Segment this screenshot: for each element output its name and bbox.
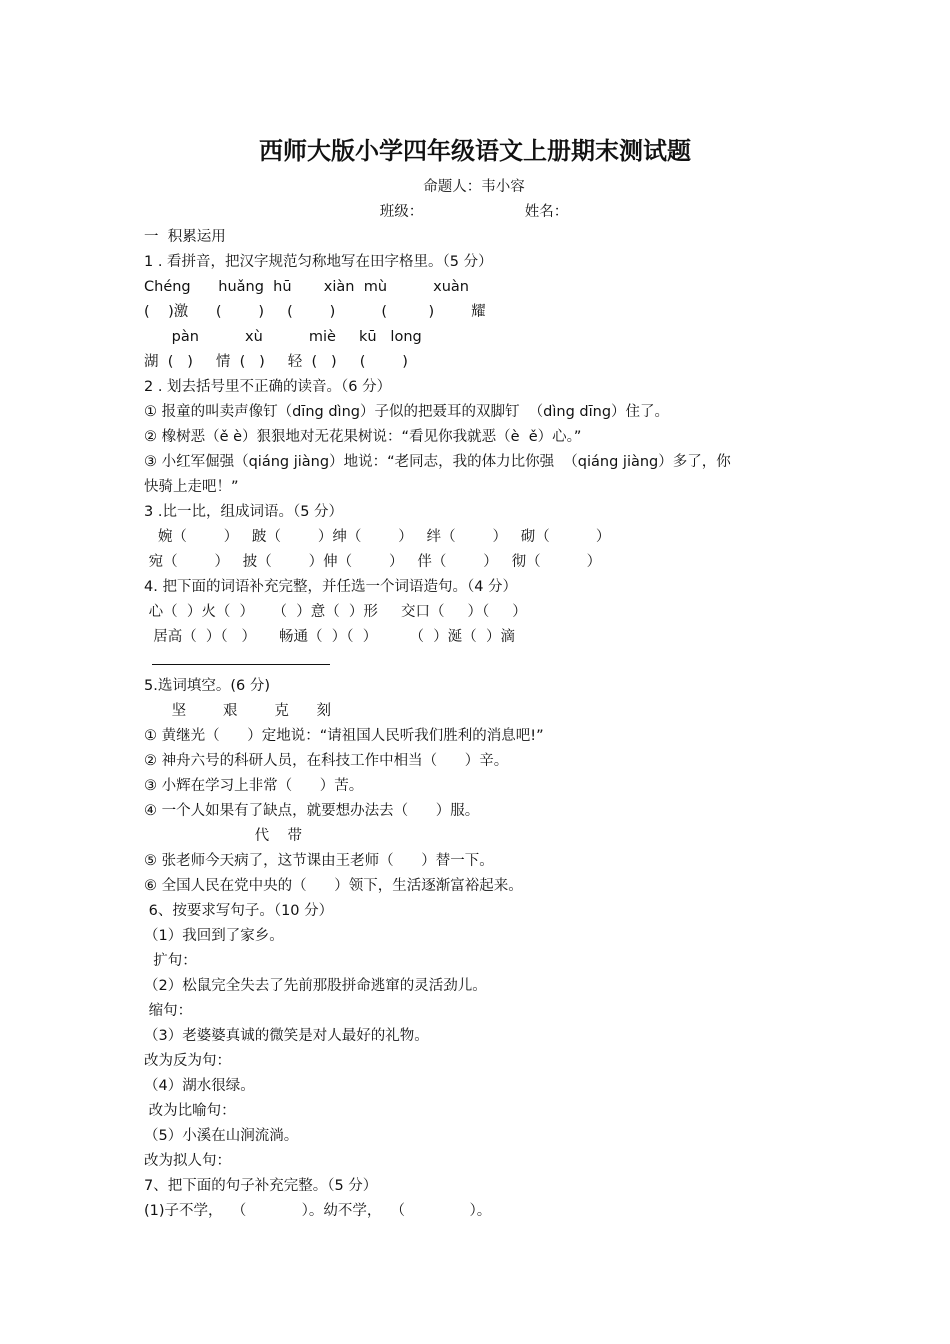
q4-row-1: 心（ ）火（ ） （ ）意（ ）形 交口（ ）（ ） (144, 604, 527, 620)
question-6: 6、按要求写句子。（10 分） (144, 903, 334, 919)
pinyin-row-1: Chéng huǎng hū xiàn mù xuàn (144, 279, 469, 295)
question-3: 3 .比一比，组成词语。（5 分） (144, 504, 344, 520)
q5-item-5: ⑤ 张老师今天病了，这节课由王老师（ ）替一下。 (144, 853, 494, 869)
doc-body (144, 175, 844, 1224)
question-2: 2 . 划去括号里不正确的读音。（6 分） (144, 379, 392, 395)
q4-row-2: 居高（ ）（ ） 畅通（ ）（ ） （ ）涎（ ）滴 (144, 629, 515, 645)
doc-title: 西师大版小学四年级语文上册期末测试题 (259, 136, 691, 165)
underline-rule (152, 664, 330, 665)
q2-item-1: ① 报童的叫卖声像钉（dīng dìng）子似的把聂耳的双脚钉 （dìng dīng）住了。 (144, 404, 670, 420)
q6-item-1: （1）我回到了家乡。 (144, 928, 284, 944)
q6-item-5: （5）小溪在山涧流淌。 (144, 1128, 299, 1144)
q6-item-3: （3）老婆婆真诚的微笑是对人最好的礼物。 (144, 1028, 429, 1044)
answer-underline (144, 650, 844, 674)
q3-row-1: 婉（ ） 跛（ ）绅（ ） 绊（ ） 砌（ ） (144, 529, 611, 545)
q5-word-options-2: 代 带 (144, 828, 303, 844)
q5-item-6: ⑥ 全国人民在党中央的（ ）领下，生活逐渐富裕起来。 (144, 878, 523, 894)
q6-item-4-task: 改为比喻句： (144, 1103, 236, 1119)
q5-item-2: ② 神舟六号的科研人员，在科技工作中相当（ ）辛。 (144, 753, 509, 769)
q6-item-2-task: 缩句： (144, 1003, 193, 1019)
q7-item-1: (1)子不学， （ ）。幼不学， （ ）。 (144, 1203, 492, 1219)
q6-item-1-task: 扩句： (144, 953, 197, 969)
blank-row-1: ( )激 ( ) ( ) ( ) 耀 (144, 304, 486, 320)
q6-item-4: （4）湖水很绿。 (144, 1078, 255, 1094)
q5-item-3: ③ 小辉在学习上非常（ ）苦。 (144, 778, 364, 794)
blank-row-2: 湖 ( ) 情 ( ) 轻 ( ) ( ) (144, 354, 408, 370)
q5-item-4: ④ 一个人如果有了缺点，就要想办法去（ ）服。 (144, 803, 480, 819)
q3-row-2: 宛（ ） 披（ ）伸（ ） 伴（ ） 彻（ ） (144, 554, 602, 570)
q5-item-1: ① 黄继光（ ）定地说：“请祖国人民听我们胜利的消息吧!” (144, 728, 544, 744)
q2-item-2: ② 橡树恶（ě è）狠狠地对无花果树说：“看见你我就恶（è ě）心。” (144, 429, 582, 445)
class-name-line: 班级： 姓名： (379, 204, 569, 220)
author-line: 命题人：韦小容 (423, 179, 525, 195)
question-1: 1 . 看拼音，把汉字规范匀称地写在田字格里。（5 分） (144, 254, 493, 270)
q6-item-3-task: 改为反为句： (144, 1053, 231, 1069)
section-heading: 一 积累运用 (144, 229, 226, 245)
q5-word-options-1: 坚 艰 克 刻 (144, 703, 332, 719)
q2-item-3: ③ 小红军倔强（qiáng jiàng）地说：“老同志，我的体力比你强 （qiáng jiàng）多了，你 (144, 454, 731, 470)
pinyin-row-2: pàn xù miè kū long (144, 329, 422, 345)
question-4: 4. 把下面的词语补充完整，并任选一个词语造句。（4 分） (144, 579, 518, 595)
q6-item-2: （2）松鼠完全失去了先前那股拼命逃窜的灵活劲儿。 (144, 978, 487, 994)
q6-item-5-task: 改为拟人句： (144, 1153, 231, 1169)
question-7: 7、把下面的句子补充完整。（5 分） (144, 1178, 378, 1194)
question-5: 5.选词填空。(6 分) (144, 678, 270, 694)
q2-item-3-cont: 快骑上走吧！” (144, 479, 239, 495)
